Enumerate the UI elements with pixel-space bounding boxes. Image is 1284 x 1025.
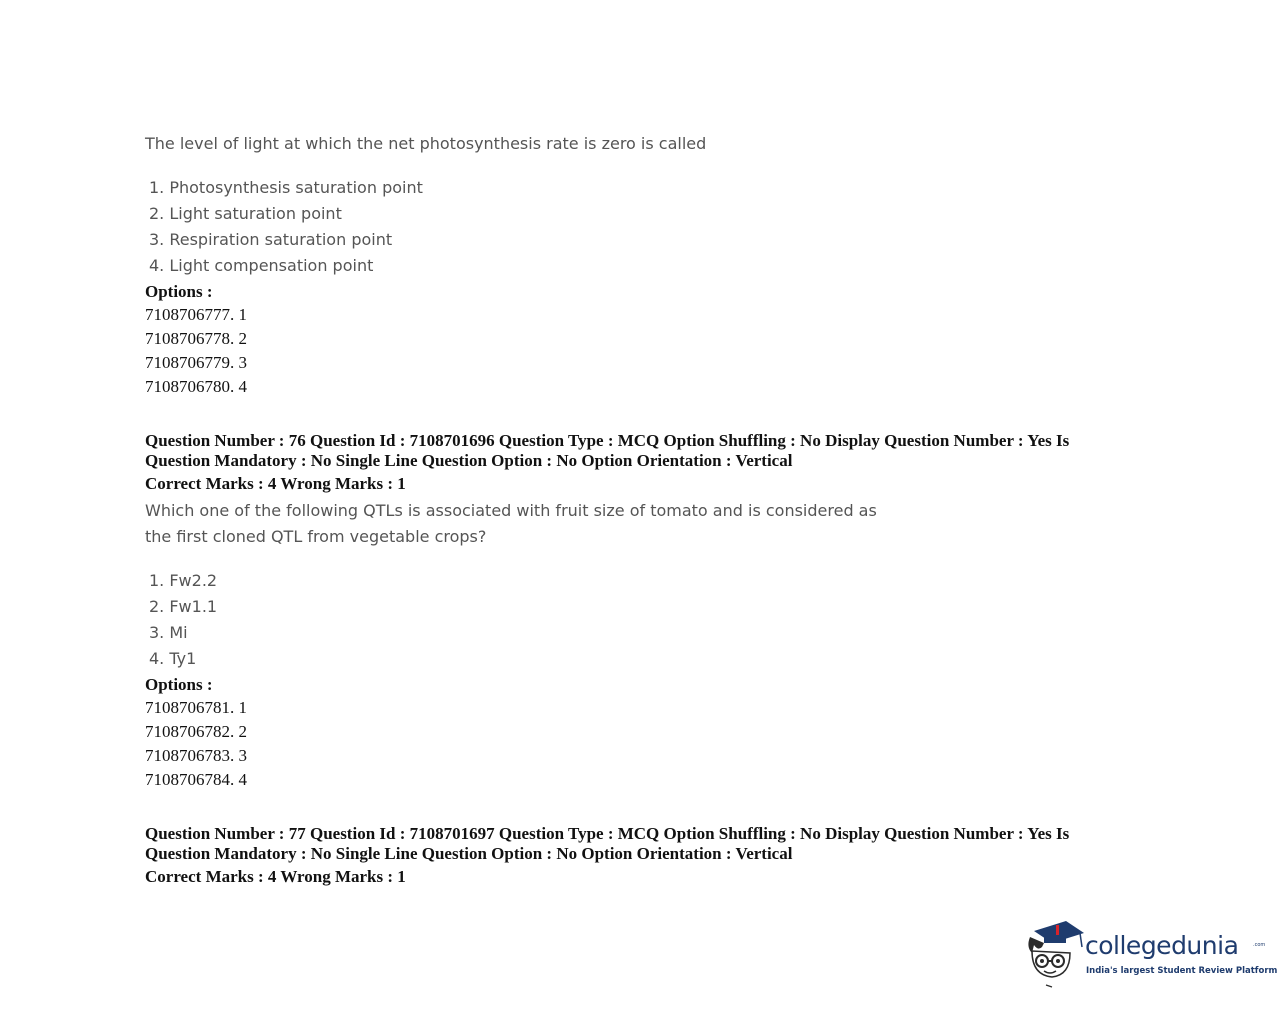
question-76-meta: Question Number : 76 Question Id : 7108701696 Question Type : MCQ Option Shuffling : No Display Question Number : Yes Is Question Mandatory : No Single Line Question Option : No Option Orientation : Vertical (145, 431, 1070, 470)
option-id: 7108706777. 1 (145, 305, 247, 324)
collegedunia-logo (1022, 915, 1278, 995)
question-75-text: The level of light at which the net photosynthesis rate is zero is called (145, 134, 707, 153)
logo-tagline: India's largest Student Review Platform (1086, 966, 1278, 976)
choice-item: 4. Light compensation point (149, 256, 374, 275)
question-76-text: Which one of the following QTLs is associated with fruit size of tomato and is considered as the first cloned QTL from vegetable crops? (145, 501, 877, 546)
option-id: 7108706784. 4 (145, 770, 247, 789)
choice-item: 3. Respiration saturation point (149, 230, 393, 249)
logo-domain-suffix: .com (1253, 942, 1266, 948)
options-heading: Options : (145, 675, 213, 694)
option-id: 7108706782. 2 (145, 722, 247, 741)
logo-wordmark: collegedunia (1085, 931, 1239, 960)
question-76-marks: Correct Marks : 4 Wrong Marks : 1 (145, 474, 406, 493)
question-76-options (145, 696, 247, 792)
choice-item: 1. Photosynthesis saturation point (149, 178, 423, 197)
question-75-options (145, 303, 247, 399)
choice-item: 4. Ty1 (149, 649, 197, 668)
question-75-choices (149, 175, 423, 279)
options-heading: Options : (145, 282, 213, 301)
option-id: 7108706780. 4 (145, 377, 247, 396)
question-77-marks: Correct Marks : 4 Wrong Marks : 1 (145, 867, 406, 886)
option-id: 7108706783. 3 (145, 746, 247, 765)
choice-item: 1. Fw2.2 (149, 571, 218, 590)
option-id: 7108706778. 2 (145, 329, 247, 348)
choice-item: 2. Light saturation point (149, 204, 342, 223)
question-77-meta: Question Number : 77 Question Id : 7108701697 Question Type : MCQ Option Shuffling : No Display Question Number : Yes Is Question Mandatory : No Single Line Question Option : No Option Orientation : Vertical (145, 824, 1070, 863)
choice-item: 2. Fw1.1 (149, 597, 218, 616)
mascot-graduation-cap-icon (1022, 917, 1086, 989)
choice-item: 3. Mi (149, 623, 188, 642)
option-id: 7108706781. 1 (145, 698, 247, 717)
option-id: 7108706779. 3 (145, 353, 247, 372)
question-76-choices (149, 568, 217, 672)
